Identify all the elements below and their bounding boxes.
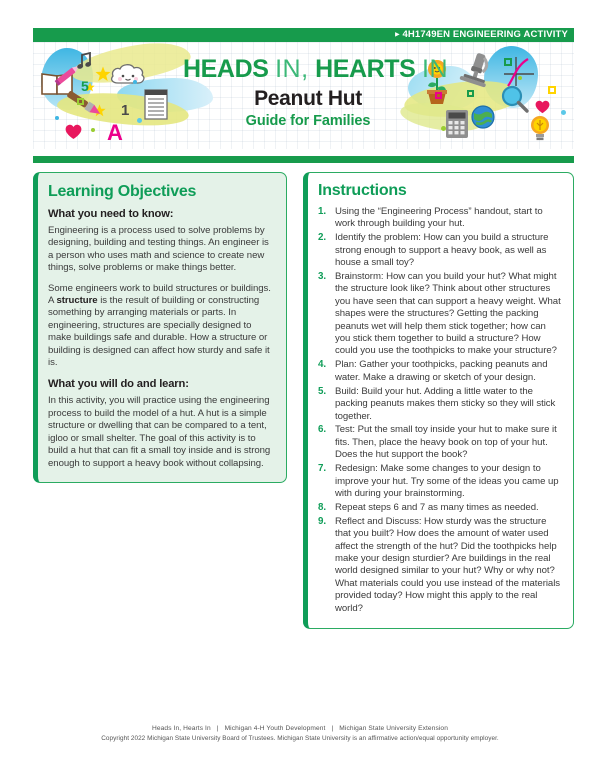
footer-org-2: Michigan State University Extension [339, 725, 448, 732]
square-decor-green [467, 90, 474, 97]
microscope-icon [456, 50, 496, 90]
instruction-step: Redesign: Make some changes to your design to improve your hut. Try some of the ideas you came up with during your brainstorming. [335, 463, 559, 499]
footer-copyright-line: Copyright 2022 Michigan State University Board of Trustees. Michigan State University is an affirmative action/equal opportunity employer. [101, 735, 499, 742]
dot-decor-right-3 [561, 110, 566, 115]
structure-term: structure [56, 295, 98, 307]
footer-org-1: Michigan 4-H Youth Development [224, 725, 326, 732]
number-1-icon: 1 [121, 102, 130, 119]
instruction-step: Repeat steps 6 and 7 as many times as needed. [335, 501, 539, 513]
activity-title: Peanut Hut [254, 87, 362, 110]
music-note-icon [77, 52, 93, 70]
instruction-step: Test: Put the small toy inside your hut to make sure it fits. Then, place the heavy book on top of your hut. Does the hut support the book? [335, 424, 557, 461]
header-banner [33, 28, 574, 163]
heart-icon [65, 124, 82, 140]
number-5-icon: 5 [81, 78, 89, 94]
footer-program-name: Heads In, Hearts In [152, 725, 211, 732]
what-you-need-to-know-heading: What you need to know: [48, 208, 174, 220]
header-illustration-area [33, 42, 574, 149]
calculator-icon [444, 108, 470, 140]
dot-decor-3 [133, 80, 137, 84]
kicker-arrow-icon: ▸ [395, 29, 400, 39]
instructions-title: Instructions [318, 182, 407, 199]
instruction-step: Brainstorm: How can you build your hut? What might the structure look like? Think about other structures you have seen that can support a heavy weight. What shapes were the structures? Getting the packing peanuts wet will help them stick together; how can you stick them together to build a structure? How could you use the toothpicks to make your structure? [335, 271, 561, 357]
kicker-text: 4H1749EN ENGINEERING ACTIVITY [402, 29, 568, 40]
activity-subtitle: Guide for Families [245, 113, 371, 129]
letter-a-icon: A [107, 120, 123, 145]
instructions-panel [303, 172, 574, 629]
learning-objectives-title: Learning Objectives [48, 183, 197, 200]
instruction-step: Identify the problem: How can you build a structure strong enough to support a heavy book, as well as house a small toy? [335, 232, 549, 269]
square-decor-pink [435, 92, 442, 99]
instruction-steps-list [318, 206, 562, 615]
dot-decor-4 [137, 118, 142, 123]
square-decor [77, 98, 84, 105]
need-to-know-paragraph-2 [48, 283, 274, 370]
title-in-1: IN, [275, 55, 309, 83]
footer-separator-1: | [216, 725, 219, 732]
heart-icon-right [535, 100, 550, 114]
magnifier-icon [500, 84, 530, 114]
what-you-will-do-heading: What you will do and learn: [48, 378, 189, 391]
banner-title-block [183, 55, 448, 130]
footer-separator-2: | [331, 725, 334, 732]
will-do-paragraph-1: In this activity, you will practice using the engineering process to build the model of a hut. A hut is a simple structure or dwelling that can be compared to a tent, igloo or small shelter. The goal of this activity is to build a hut that can fit a small toy inside and is strong enough to support a heavy book without collapsing. [48, 395, 271, 469]
dot-decor-right-2 [518, 76, 522, 80]
globe-icon [470, 104, 496, 130]
footer-attribution-line [0, 724, 600, 734]
square-decor-yellow [548, 86, 556, 94]
instruction-step: Build: Build your hut. Adding a little water to the packing peanuts makes them sticky so they will stick together. [335, 385, 556, 422]
p2-text-b: is the result of building or constructing something by arranging materials or parts. In engineering, structures are specially designed to make buildings safe and durable. How a structure or building is designed can affect how sturdy and safe it is. [48, 295, 270, 369]
need-to-know-paragraph-1: Engineering is a process used to solve problems by designing, building and testing things. An engineer is a person who uses math and science to create new things, solve problems or make things better. [48, 225, 269, 274]
paintbrush-icon [63, 90, 105, 118]
notepad-icon [143, 86, 169, 120]
dot-decor [55, 116, 59, 120]
dot-decor-2 [91, 128, 95, 132]
lightbulb-icon [528, 114, 552, 144]
header-kicker [395, 28, 568, 42]
dot-decor-right [441, 126, 446, 131]
instruction-step: Using the “Engineering Process” handout, start to work through building your hut. [335, 206, 543, 230]
cloud-face-icon [109, 62, 147, 88]
learning-objectives-panel [33, 172, 287, 483]
header-bottom-bar [33, 156, 574, 163]
page-footer [0, 724, 600, 744]
program-title [183, 55, 448, 83]
title-hearts: HEARTS [315, 55, 416, 83]
title-in-2: IN [422, 55, 448, 83]
instruction-step: Plan: Gather your toothpicks, packing peanuts and water. Make a drawing or sketch of your design. [335, 359, 548, 383]
p2-text-a: Some engineers work to build structures or buildings. A [48, 282, 271, 307]
square-decor-right [504, 58, 512, 66]
instruction-step: Reflect and Discuss: How sturdy was the structure that you built? How does the amount of water used affect the strength of the hut? Did the toothpicks help make your design sturdier? Are buildings in the real world designed similar to your hut? Why or why not? What materials could you use instead of the materials provided today? How might this apply to the real world? [335, 515, 561, 614]
title-heads: HEADS [183, 55, 269, 83]
